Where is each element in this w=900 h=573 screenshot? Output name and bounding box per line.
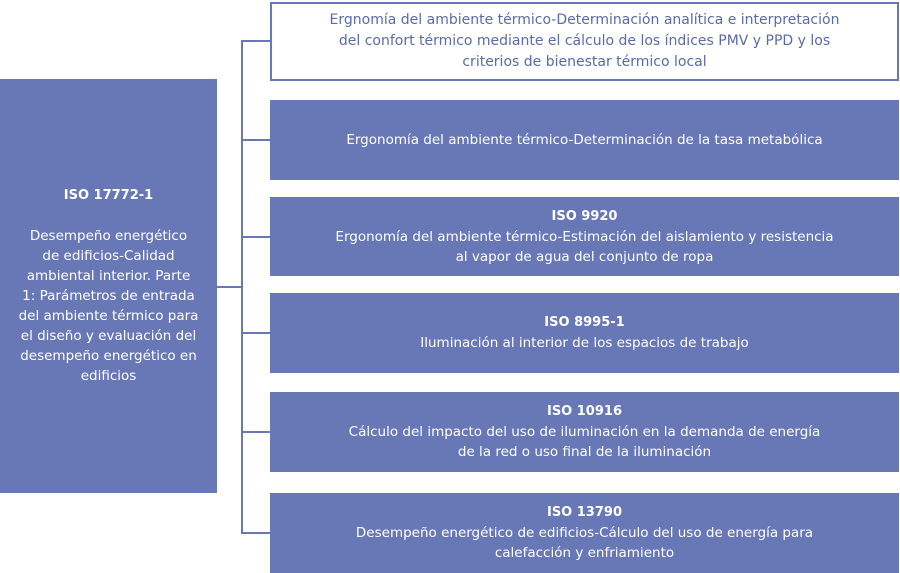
connector-trunk [241,41,243,533]
child-title: Ergonomía del ambiente térmico-Estimación del aislamiento y resistencia al vapor de agua del conjunto de ropa [335,228,834,265]
connector-branch-1 [241,40,271,42]
child-title: Iluminación al interior de los espacios de trabajo [420,335,749,351]
connector-branch-3 [241,236,271,238]
child-node-3 [270,197,899,276]
child-node-6 [270,493,899,573]
connector-branch-5 [241,431,271,433]
child-title: Cálculo del impacto del uso de iluminación en la demanda de energía de la red o uso final de la iluminación [348,424,821,460]
child-node-1 [270,2,899,81]
child-title: Desempeño energético de edificios-Cálculo del uso de energía para calefacción y enfriamiento [355,525,814,561]
child-code: ISO 10916 [546,404,622,419]
child-title: Ergnomía del ambiente térmico-Determinación analítica e interpretación del confort térmico mediante el cálculo de los índices PMV y PPD y los criterios de bienestar térmico local [329,12,840,70]
connector-branch-4 [241,332,271,334]
connector-branch-2 [241,139,271,141]
child-title: Ergonomía del ambiente térmico-Determinación de la tasa metabólica [346,132,823,148]
root-title: Desempeño energético de edificios-Calidad ambiental interior. Parte 1: Parámetros de entrada del ambiente térmico para el diseño y evaluación del desempeño energético en edificios [18,228,199,384]
connector-root [217,286,242,288]
child-code: ISO 13790 [546,505,622,520]
child-node-4 [270,293,899,373]
child-code: ISO 8995-1 [544,315,625,330]
child-code: ISO 9920 [551,208,618,224]
root-node [0,79,217,493]
connector-branch-6 [241,532,271,534]
child-node-2 [270,100,899,180]
root-code: ISO 17772-1 [63,188,154,203]
child-node-5 [270,392,899,472]
